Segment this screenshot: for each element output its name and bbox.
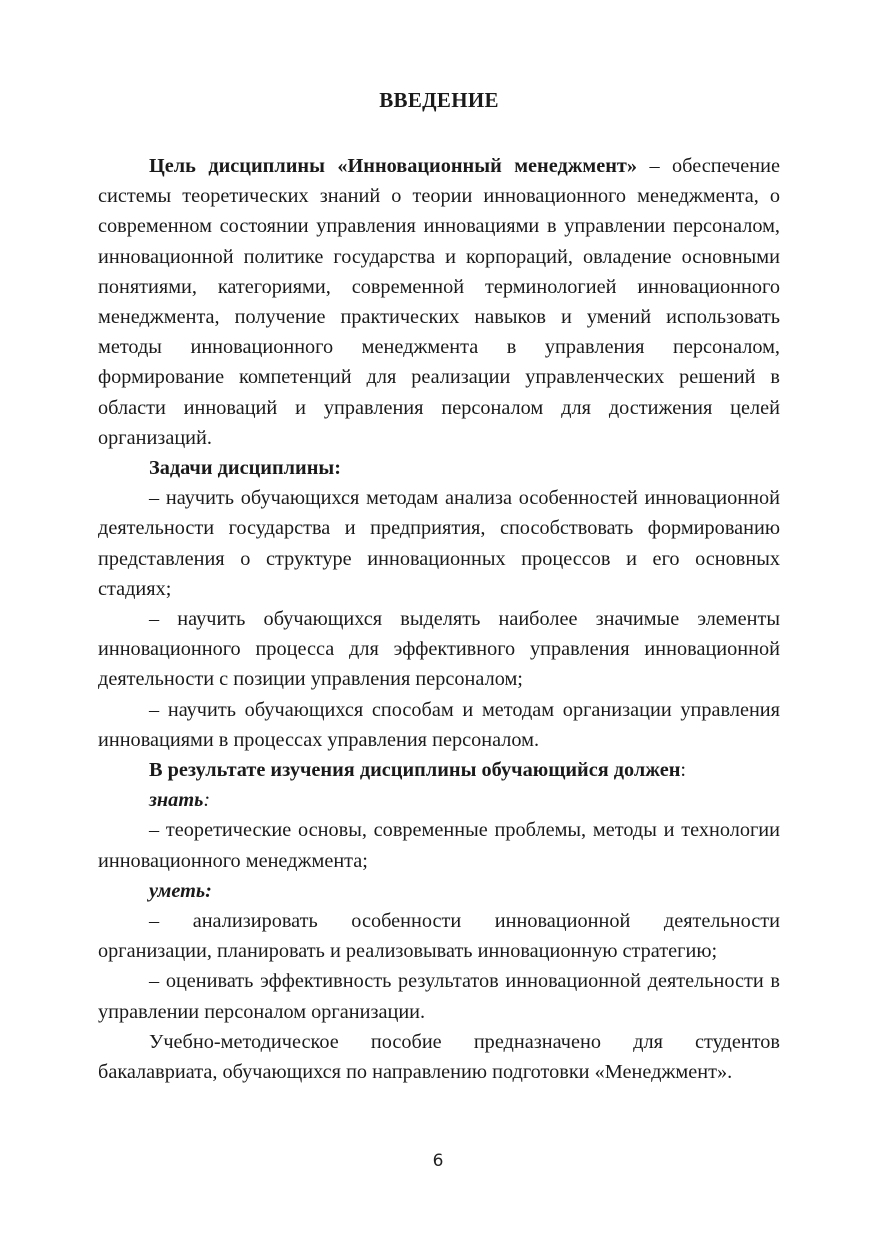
document-body <box>98 151 780 1087</box>
task-item: – научить обучающихся методам анализа особенностей инновационной деятельности государства и предприятия, способствовать формированию представления о структуре инновационных процессов и его основных стадиях; <box>98 487 780 600</box>
task-item: – научить обучающихся выделять наиболее значимые элементы инновационного процесса для эффективного управления инновационной деятельности с позиции управления персоналом; <box>98 608 780 691</box>
tasks-heading-text: Задачи дисциплины: <box>149 457 341 480</box>
know-label-colon: : <box>203 789 211 812</box>
page-number: 6 <box>432 1151 444 1171</box>
results-heading-text: В результате изучения дисциплины обучающийся должен <box>149 759 681 782</box>
closing-paragraph: Учебно-методическое пособие предназначено для студентов бакалавриата, обучающихся по направлению подготовки «Менеджмент». <box>98 1030 780 1084</box>
results-heading <box>98 755 780 785</box>
can-label <box>98 876 780 906</box>
goal-text: – обеспечение системы теоретических знаний о теории инновационного менеджмента, о современном состоянии управления инновациями в управлении персоналом, инновационной политике государства и корпораций, овладение основными понятиями, категориями, современной терминологией инновационного менеджмента, получение практических навыков и умений использовать методы инновационного менеджмента в управления персоналом, формирование компетенций для реализации управленческих решений в области инноваций и управления персоналом для достижения целей организаций. <box>98 155 780 449</box>
can-label-text: уметь: <box>149 879 212 902</box>
can-item: – анализировать особенности инновационной деятельности организации, планировать и реализовывать инновационную стратегию; <box>98 910 780 963</box>
know-label-text: знать <box>149 789 204 812</box>
know-item: – теоретические основы, современные проблемы, методы и технологии инновационного менеджмента; <box>98 819 780 872</box>
know-label <box>98 785 780 815</box>
task-item: – научить обучающихся способам и методам организации управления инновациями в процессах управления персоналом. <box>98 698 780 751</box>
tasks-heading <box>98 453 780 483</box>
can-item: – оценивать эффективность результатов инновационной деятельности в управлении персоналом организации. <box>98 970 780 1023</box>
goal-paragraph <box>98 151 780 453</box>
results-heading-colon: : <box>680 759 687 782</box>
goal-lead: Цель дисциплины «Инновационный менеджмент» <box>149 155 638 177</box>
page-title: ВВЕДЕНИЕ <box>379 88 499 112</box>
